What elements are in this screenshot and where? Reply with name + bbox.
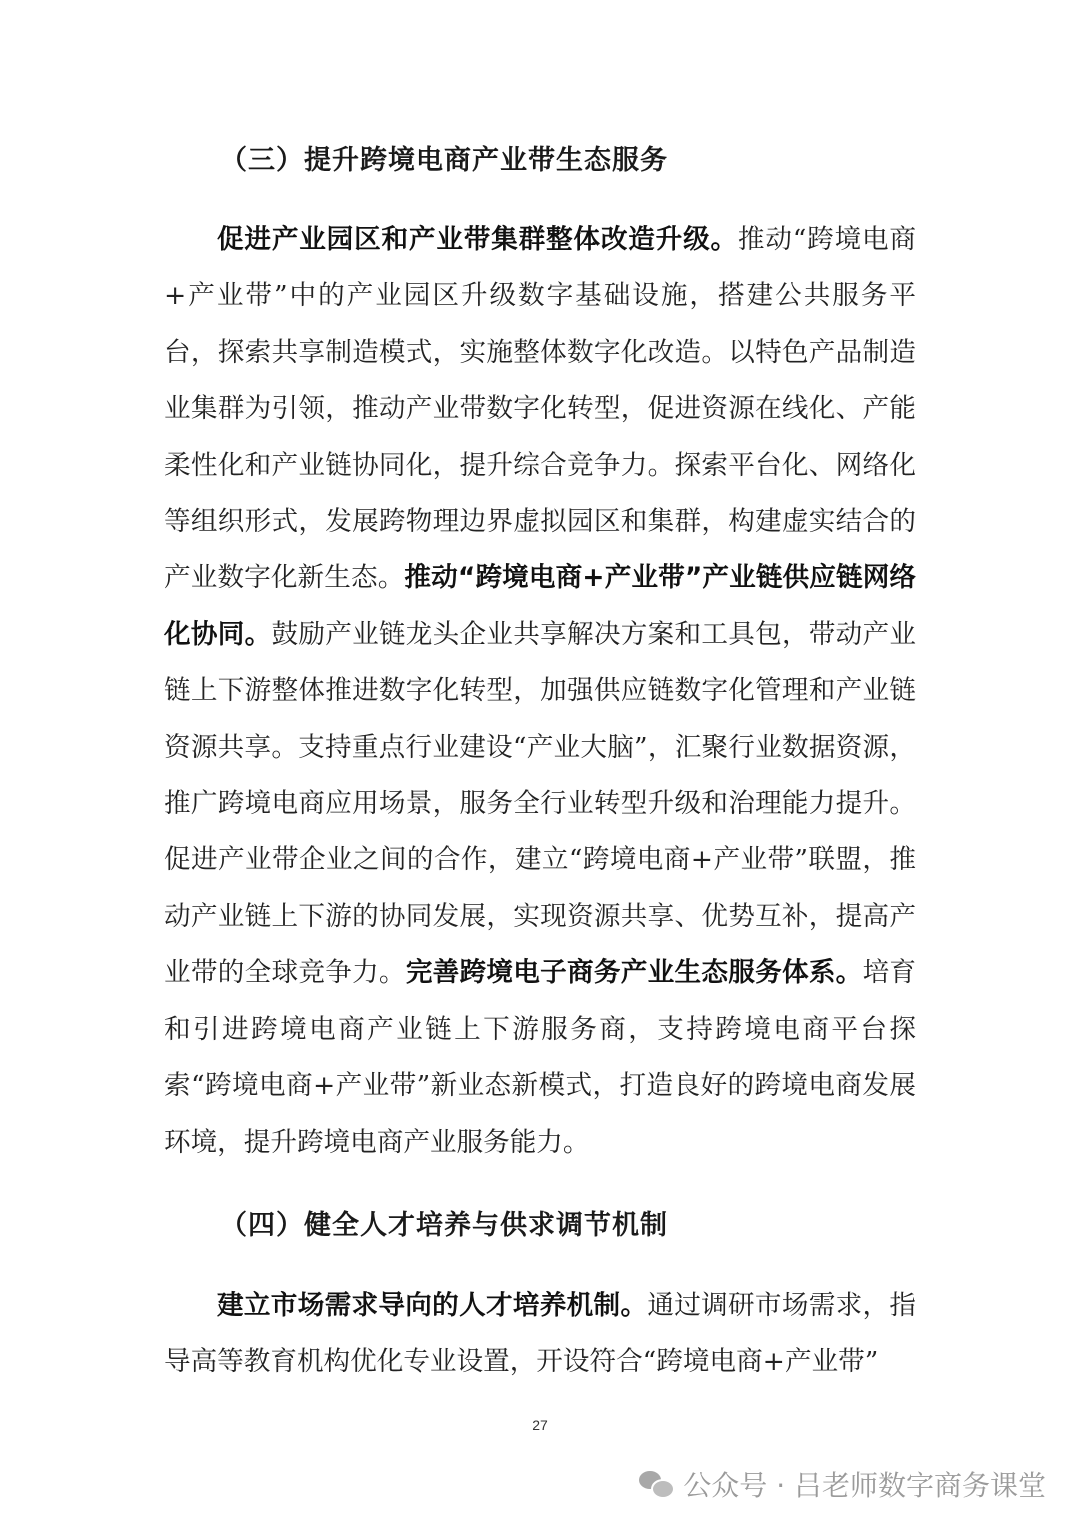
bold-lead-2: 推动“跨境电商+产业带”产业链供应链网络化协同。 (164, 562, 917, 650)
section-3-heading: （三）提升跨境电商产业带生态服务 (220, 145, 668, 176)
bold-lead-3: 完善跨境电子商务产业生态服务体系。 (405, 957, 863, 989)
section-3-paragraph (164, 212, 916, 1171)
body-text-3: 培育和引进跨境电商产业链上下游服务商，支持跨境电商平台探索“跨境电商+产业带”新业态新模式，打造良好的跨境电商发展环境，提升跨境电商产业服务能力。 (164, 957, 917, 1158)
body-text-4: 通过调研市场需求，指导高等教育机构优化专业设置，开设符合“跨境电商+产业带” (164, 1290, 917, 1378)
body-text-1: 推动“跨境电商+产业带”中的产业园区升级数字基础设施，搭建公共服务平台，探索共享制造模式，实施整体数字化改造。以特色产品制造业集群为引领，推动产业带数字化转型，促进资源在线化、产能柔性化和产业链协同化，提升综合竞争力。探索平台化、网络化等组织形式，发展跨物理边界虚拟园区和集群，构建虚实结合的产业数字化新生态。 (164, 224, 916, 594)
wechat-icon (639, 1469, 673, 1499)
watermark (639, 1464, 1046, 1504)
watermark-text: 公众号 · 吕老师数字商务课堂 (683, 1469, 1046, 1502)
section-4-paragraph (164, 1278, 916, 1391)
bold-lead-1: 促进产业园区和产业带集群整体改造升级。 (217, 224, 738, 255)
bold-lead-4: 建立市场需求导向的人才培养机制。 (217, 1290, 648, 1321)
page-number: 27 (532, 1417, 548, 1433)
body-text-2: 鼓励产业链龙头企业共享解决方案和工具包，带动产业链上下游整体推进数字化转型，加强供应链数字化管理和产业链资源共享。支持重点行业建设“产业大脑”，汇聚行业数据资源，推广跨境电商应用场景，服务全行业转型升级和治理能力提升。促进产业带企业之间的合作，建立“跨境电商+产业带”联盟，推动产业链上下游的协同发展，实现资源共享、优势互补，提高产业带的全球竞争力。 (164, 618, 916, 989)
section-4-heading: （四）健全人才培养与供求调节机制 (220, 1210, 668, 1241)
